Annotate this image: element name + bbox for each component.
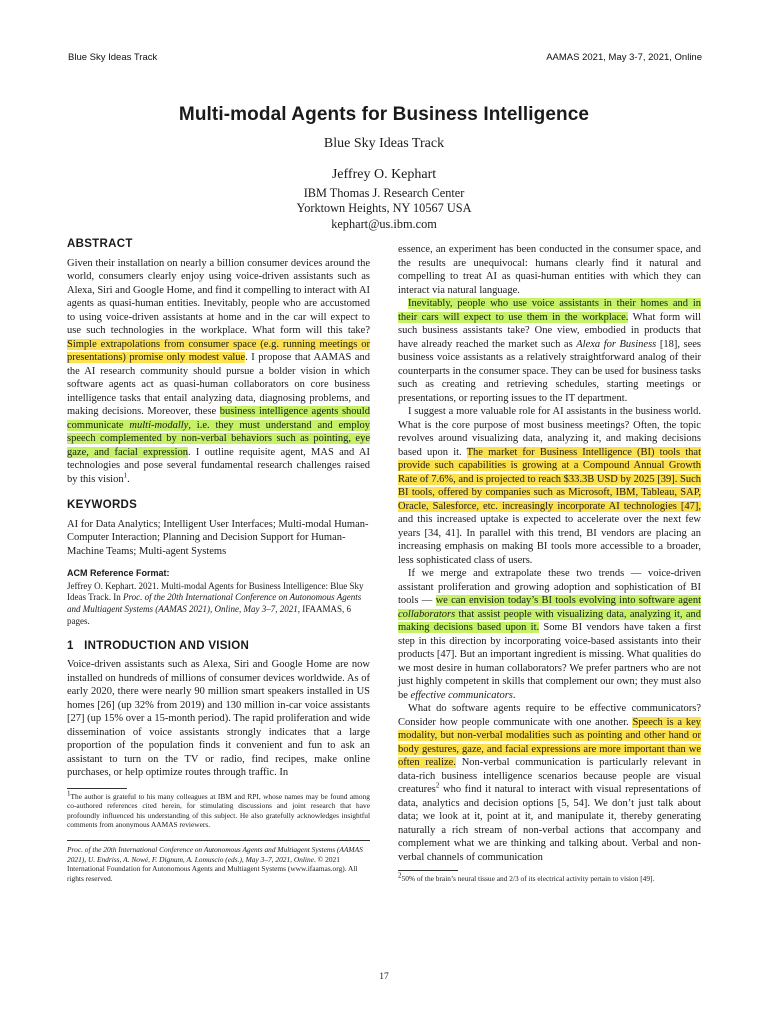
highlight-green: Inevitably, people who use voice assistants in their homes and in their cars will expect to use them in the workplace. — [398, 298, 701, 323]
paragraph-1: essence, an experiment has been conducted in the consumer space, and the results are unequivocal: humans clearly find it natural and compelling to treat AI as quasi-human entities with which they can interact via natural language. — [398, 244, 701, 296]
page-number: 17 — [379, 972, 389, 982]
section-1-heading: 1 INTRODUCTION AND VISION — [67, 639, 250, 652]
acm-reference-heading: ACM Reference Format: — [67, 568, 170, 578]
footnote-rule — [398, 870, 458, 871]
keywords-heading: KEYWORDS — [67, 499, 138, 511]
running-header-left: Blue Sky Ideas Track — [68, 52, 158, 63]
footnote-rule — [67, 788, 127, 789]
paragraph-5: What do software agents require to be effective communicators? Consider how people communicate with one another. Speech is a key modality, but non-verbal modalities such as pointing and other hand or body gestures, gaze, and facial expressions are more important than we often realize. Non-verbal communication is particularly relevant in data-rich business intelligence scenarios because people are visual creatures$^2$ who find it natural to interact with visual representations of data, analytics and decision options [5, 54]. We don’t just talk about data; we look at it, point at it, and manipulate it, thereby generating naturally a rich stream of non-verbal actions that accompany and complement what we are thinking and talking about. Verbal and non-verbal channels of communication — [398, 703, 701, 863]
proceedings-notice: Proc. of the 20th International Conference on Autonomous Agents and Multiagent Systems (AAMAS 2021), U. Endriss, A. Nowé, F. Dignum, A. Lomuscio (eds.), May 3–7, 2021, Online. © 2021 International Foundation for Autonomous Agents and Multiagent Systems (www.ifaamas.org). All rights reserved. — [67, 840, 370, 883]
highlight-yellow: The market for Business Intelligence (BI) tools that provide such capabilities is growing at a Compound Annual Growth Rate of 7.6%, and is projected to reach $33.3B USD by 2025 [39]. Such BI tools, offered by companies such as Microsoft, IBM, Tableau, SAP, Oracle, Salesforce, etc. increasingly incorporate AI technologies [47], — [398, 446, 701, 512]
section-1-text: Voice-driven assistants such as Alexa, Siri and Google Home are now installed on hundreds of millions of consumer devices worldwide. As of early 2020, there were nearly 90 million smart speakers installed in US homes [26] (up 32% from 2019) and 130 million in-car voice assistants [27] (up 15% over a 15-month period). The rapid proliferation and wide dissemination of voice assistants strongly indicates that a large proportion of the population finds it convenient and fun to ask an assistant to turn on the TV or radio, find recipes, make online purchases, or help optimize routes through traffic. In — [67, 659, 370, 779]
author-affiliation — [0, 186, 768, 232]
affiliation-address: Yorktown Heights, NY 10567 USA — [296, 201, 472, 216]
footnote-2: $^2$50% of the brain’s neural tissue and 2/3 of its electrical activity pertain to vision [49]. — [398, 871, 655, 883]
keywords-text: AI for Data Analytics; Intelligent User Interfaces; Multi-modal Human-Computer Interaction; Planning and Decision Support for Human-Machine Teams; Multi-agent Systems — [67, 518, 369, 557]
highlight-yellow: Speech is a key modality, but non-verbal modalities such as pointing and other hand or body gestures, gaze, and facial expressions are more important than we often realize. — [398, 716, 701, 768]
footnote-ref-2: 2 — [435, 781, 440, 790]
highlight-yellow: Simple extrapolations from consumer space (e.g. running meetings or presentations) promise only modest value — [67, 338, 370, 363]
affiliation-institution: IBM Thomas J. Research Center — [303, 186, 465, 200]
paragraph-4: If we merge and extrapolate these two trends — voice-driven assistant proliferation and growing adoption and sophistication of BI tools — we can envision today’s BI tools evolving into software agent collaborators that assist people with visualizing data, analyzing it, and making decisions based upon it. Some BI vendors have taken a first step in this direction by incorporating voice-based assistants into their products [47]. But an important ingredient is missing. What qualities do we most desire in human collaborators? We prefer partners who are not just highly competent in skills that complement our own; they must also be effective communicators. — [398, 568, 702, 701]
paper-subtitle: Blue Sky Ideas Track — [323, 136, 445, 151]
affiliation-email: kephart@us.ibm.com — [331, 216, 437, 231]
footnote-1: $^1$The author is grateful to his many colleagues at IBM and RPI, whose names may be found among co-authored references cited herein, for stimulating discussions and joint research that have profoundly influenced his understanding of this subject. He also gratefully acknowledges insightful comments from anonymous AAMAS reviewers. — [67, 789, 370, 830]
left-column — [67, 238, 370, 883]
paper-title: Multi-modal Agents for Business Intelligence — [178, 104, 590, 125]
highlight-green: business intelligence agents should communicate multi-modally, i.e. they must understand and employ speech complemented by non-verbal behaviors such as pointing, eye gaze, and facial expression — [67, 406, 371, 458]
highlight-green: we can envision today’s BI tools evolving into software agent collaborators that assist people with visualizing data, analyzing it, and making decisions based upon it. — [398, 595, 702, 633]
author-name: Jeffrey O. Kephart — [331, 167, 437, 182]
right-column — [398, 243, 701, 884]
acm-reference-text: Jeffrey O. Kephart. 2021. Multi-modal Agents for Business Intelligence: Blue Sky Ideas Track. In Proc. of the 20th International Conference on Autonomous Agents and Multiagent Systems (AAMAS 2021), Online, May 3–7, 2021, IFAAMAS, 6 pages. — [67, 580, 364, 626]
running-header-right: AAMAS 2021, May 3-7, 2021, Online — [546, 52, 702, 63]
footnote-ref-1: 1 — [123, 471, 128, 479]
paragraph-2: Inevitably, people who use voice assistants in their homes and in their cars will expect to use them in the workplace. What form will such business assistants take? One view, embodied in products that have already reached the market such as Alexa for Business [18], sees business voice assistants as a relatively straightforward analog of their counterparts in the consumer space. They can be used for business tasks such as creating and retrieving schedules, starting meetings or presentations, or reporting issues to the IT department. — [398, 298, 701, 404]
abstract-text: Given their installation on nearly a billion consumer devices around the world, consumers clearly enjoy using voice-driven assistants such as Alexa, Siri and Google Home, and find it compelling to interact with AI agents as quasi-human entities. Inevitably, people who are accustomed to using voice-driven assistants at home and in the car will expect to use such technologies in the workplace. What form will this take? Simple extrapolations from consumer space (e.g. running meetings or presentations) promise only modest value. I propose that AAMAS and the AI research community should pursue a bolder vision in which software agents act as quasi-human collaborators on core business intelligence tasks that entail analyzing data, diagnosing problems, and making decisions. Moreover, these business intelligence agents should communicate multi-modally, i.e. they must understand and employ speech complemented by non-verbal behaviors such as pointing, eye gaze, and facial expression. I outline requisite agent, MAS and AI technologies and pose several fundamental research challenges raised by this vision$^1$. — [67, 257, 371, 485]
abstract-heading: ABSTRACT — [67, 238, 133, 250]
paragraph-3: I suggest a more valuable role for AI assistants in the business world. What is the core purpose of most business meetings? Often, the topic revolves around visualizing data, analyzing it, and making decisions based upon it. The market for Business Intelligence (BI) tools that provide such capabilities is growing at a Compound Annual Growth Rate of 7.6%, and is projected to reach $33.3B USD by 2025 [39]. Such BI tools, offered by companies such as Microsoft, IBM, Tableau, SAP, Oracle, Salesforce, etc. increasingly incorporate AI technologies [47], and this increased uptake is expected to accelerate over the next few years [34, 41]. In parallel with this trend, BI vendors are placing an increasing emphasis on making BI tools more accessible to a broader, less sophisticated class of users. — [398, 406, 701, 566]
